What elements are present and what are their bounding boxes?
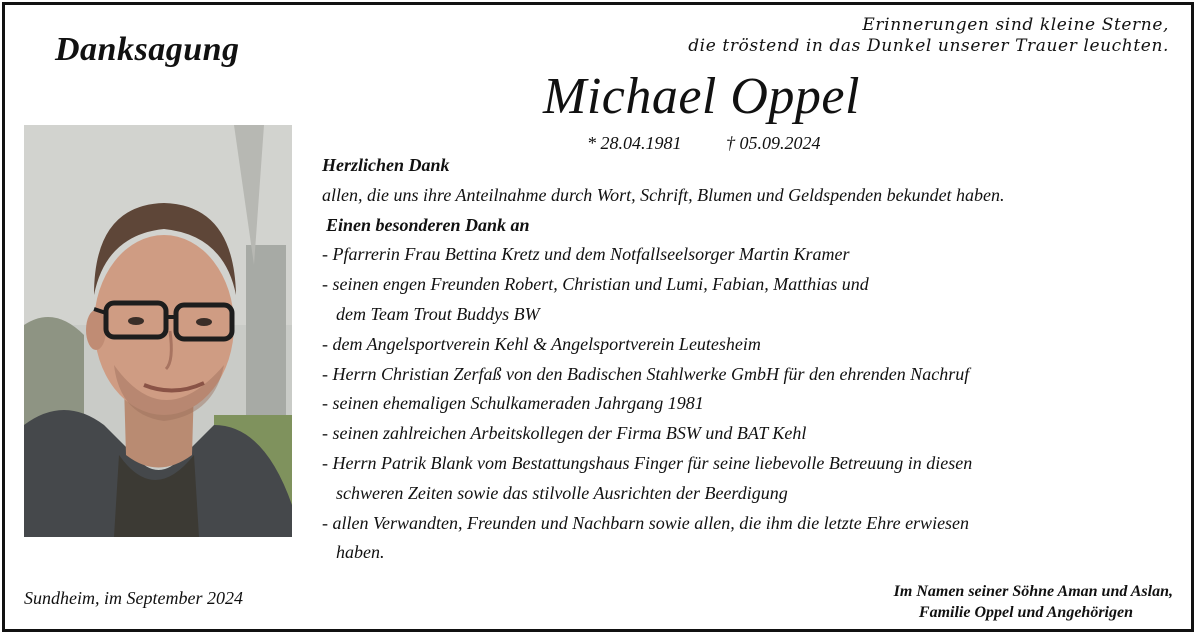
signature-line-1: Im Namen seiner Söhne Aman und Aslan, <box>893 583 1173 600</box>
list-item: - seinen ehemaligen Schulkameraden Jahrgang 1981 <box>322 393 704 414</box>
deceased-name: Michael Oppel <box>543 68 860 125</box>
quote-line-2: die tröstend in das Dunkel unserer Trauer leuchten. <box>688 36 1169 56</box>
page-title: Danksagung <box>55 31 240 68</box>
portrait-image <box>24 125 292 537</box>
place-date: Sundheim, im September 2024 <box>24 588 243 608</box>
list-item: - dem Angelsportverein Kehl & Angelsportverein Leutesheim <box>322 333 761 354</box>
thanks-line: allen, die uns ihre Anteilnahme durch Wort, Schrift, Blumen und Geldspenden bekundet haben. <box>322 184 1005 205</box>
list-item-continuation: schweren Zeiten sowie das stilvolle Ausrichten der Beerdigung <box>336 482 788 503</box>
list-item: - allen Verwandten, Freunden und Nachbarn sowie allen, die ihm die letzte Ehre erwiesen <box>322 512 970 533</box>
heading-thanks: Herzlichen Dank <box>322 155 450 175</box>
list-item: - Herrn Patrik Blank vom Bestattungshaus Finger für seine liebevolle Betreuung in diesen <box>322 452 973 473</box>
list-item-continuation: dem Team Trout Buddys BW <box>336 303 540 324</box>
heading-special-thanks: Einen besonderen Dank an <box>326 214 530 235</box>
list-item: - Herrn Christian Zerfaß von den Badischen Stahlwerke GmbH für den ehrenden Nachruf <box>322 363 970 384</box>
quote-line-1: Erinnerungen sind kleine Sterne, <box>862 15 1169 35</box>
list-item: - seinen zahlreichen Arbeitskollegen der Firma BSW und BAT Kehl <box>322 423 807 444</box>
signature <box>753 581 1173 623</box>
portrait-photo <box>24 125 292 537</box>
list-item: - seinen engen Freunden Robert, Christian und Lumi, Fabian, Matthias und <box>322 274 869 295</box>
death-date: † 05.09.2024 <box>726 133 821 153</box>
quote <box>609 15 1169 57</box>
birth-date: * 28.04.1981 <box>587 133 682 153</box>
list-item: - Pfarrerin Frau Bettina Kretz und dem Notfallseelsorger Martin Kramer <box>322 244 850 265</box>
signature-line-2: Familie Oppel und Angehörigen <box>918 604 1133 621</box>
obituary-card <box>2 2 1194 632</box>
list-item-continuation: haben. <box>336 542 385 563</box>
message-body <box>322 151 1188 568</box>
